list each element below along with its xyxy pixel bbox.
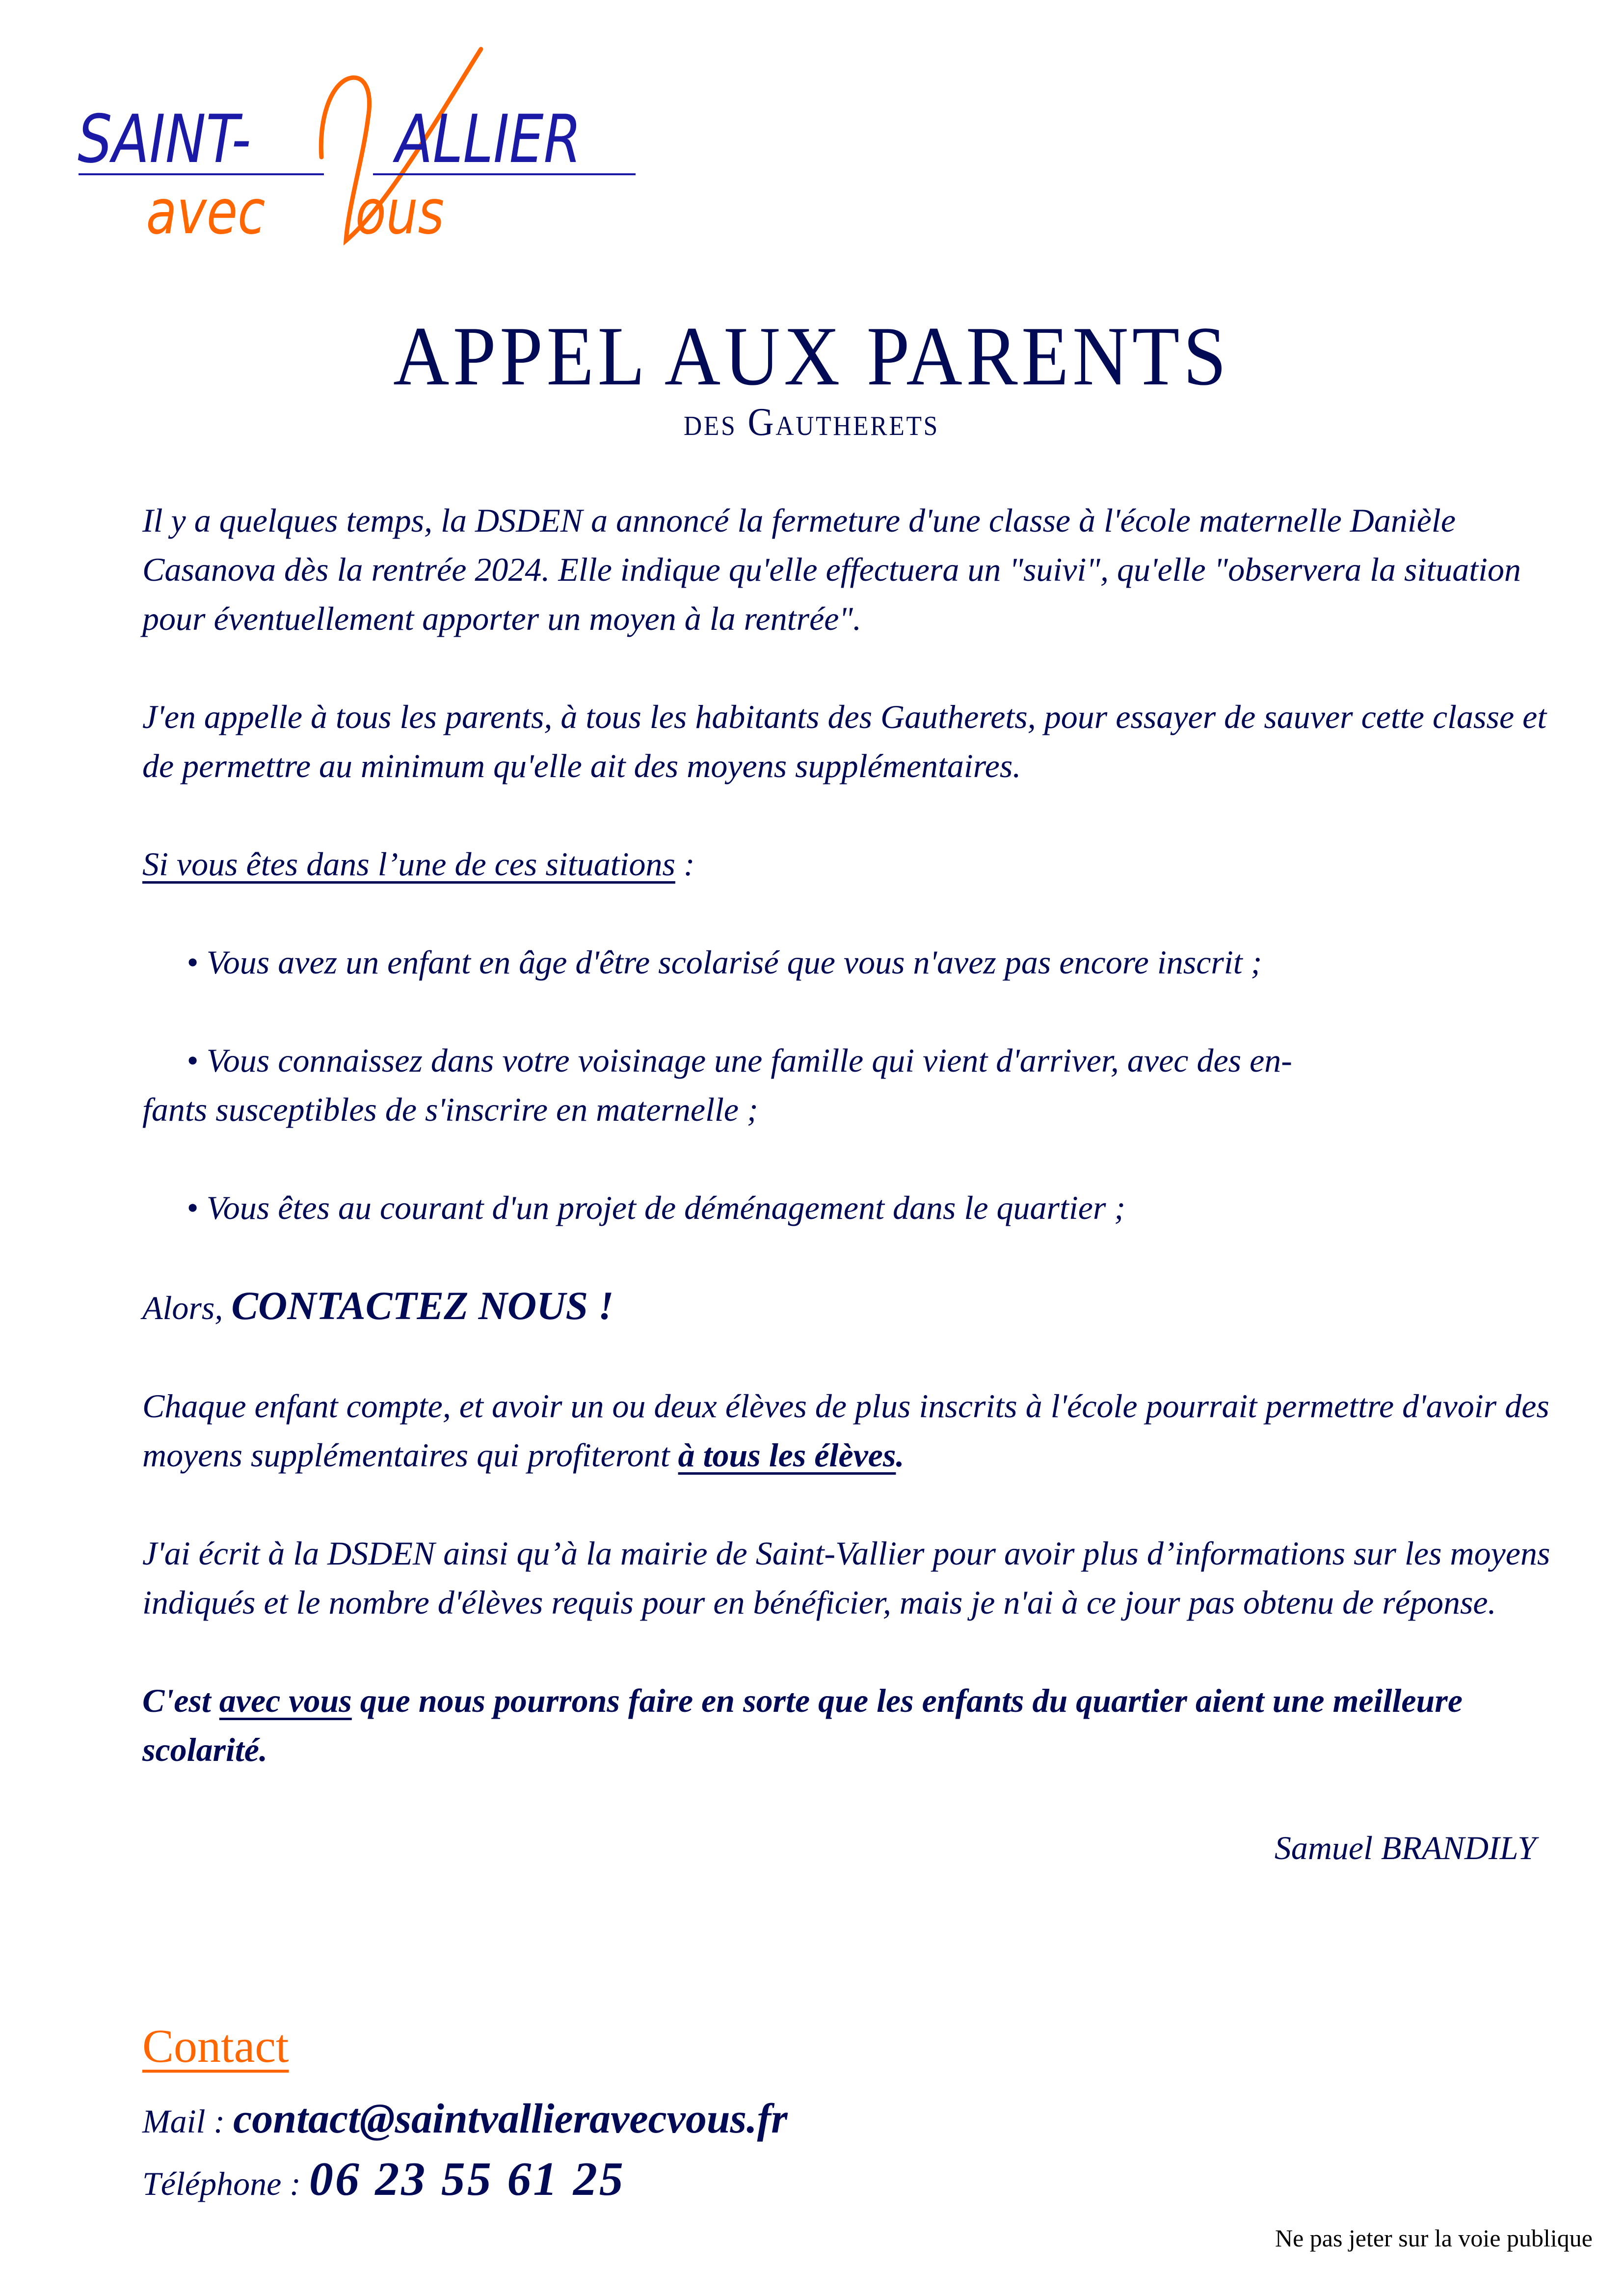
contact-heading: Contact: [142, 2020, 289, 2072]
paragraph-every-child: [142, 1381, 1556, 1480]
contact-section: [142, 2020, 788, 2213]
situations-heading: [142, 839, 1556, 889]
contactez-nous: CONTACTEZ NOUS !: [231, 1283, 614, 1328]
situations-colon: :: [675, 845, 695, 883]
logo-graphic: [74, 44, 638, 250]
footer-note: Ne pas jeter sur la voie publique: [1275, 2224, 1593, 2252]
p3-emphasis: à tous les élèves: [678, 1436, 896, 1474]
p5-start: C'est: [142, 1682, 219, 1719]
list-item: • Vous avez un enfant en âge d'être scolarisé que vous n'avez pas encore inscrit ;: [186, 944, 1262, 981]
phone-link[interactable]: 06 23 55 61 25: [309, 2153, 625, 2206]
alors-text: Alors,: [142, 1289, 232, 1326]
mail-label: Mail :: [142, 2103, 234, 2140]
list-item-continuation: fants susceptibles de s'inscrire en maternelle ;: [142, 1091, 758, 1128]
p5-emphasis: avec vous: [219, 1682, 352, 1719]
logo-text-avec: avec: [146, 176, 266, 248]
logo-text-saint: SAINT-: [78, 101, 251, 178]
signature: Samuel BRANDILY: [1274, 1829, 1536, 1866]
p3-text: Chaque enfant compte, et avoir un ou deux élèves de plus inscrits à l'école pourrait permettre d'avoir des moyens supplémentaires qui profiteront: [142, 1387, 1549, 1474]
logo-text-ous: ous: [355, 176, 445, 248]
situations-intro: Si vous êtes dans l’une de ces situations: [142, 845, 675, 883]
page-subtitle: des Gautherets: [684, 401, 939, 444]
paragraph-intro: Il y a quelques temps, la DSDEN a annoncé la fermeture d'une classe à l'école maternelle Danièle Casanova dès la rentrée 2024. Elle indique qu'elle effectuera un "suivi", qu'elle "observera la situation pour éventuellement apporter un moyen à la rentrée".: [142, 502, 1521, 637]
logo: [74, 44, 638, 250]
paragraph-wrote: J'ai écrit à la DSDEN ainsi qu’à la mairie de Saint-Vallier pour avoir plus d’informations sur les moyens indiqués et le nombre d'élèves requis pour en bénéficier, mais je n'ai à ce jour pas obtenu de réponse.: [142, 1535, 1550, 1621]
phone-label: Téléphone :: [142, 2165, 309, 2202]
header: [0, 310, 1623, 444]
call-to-action: [142, 1281, 1556, 1332]
page-title: APPEL AUX PARENTS: [393, 310, 1230, 403]
list-item: • Vous êtes au courant d'un projet de déménagement dans le quartier ;: [186, 1189, 1126, 1226]
p3-end: .: [896, 1436, 905, 1474]
paragraph-closing: [142, 1676, 1556, 1774]
letter-body: [142, 496, 1556, 1872]
mail-link[interactable]: contact@saintvallieravecvous.fr: [233, 2095, 788, 2142]
paragraph-appeal: J'en appelle à tous les parents, à tous les habitants des Gautherets, pour essayer de sauver cette classe et de permettre au minimum qu'elle ait des moyens supplémentaires.: [142, 698, 1547, 784]
contact-mail: [142, 2089, 788, 2150]
contact-phone: [142, 2150, 788, 2213]
p5-end: que nous pourrons faire en sorte que les enfants du quartier aient une meilleure scolarité.: [142, 1682, 1463, 1768]
list-item: • Vous connaissez dans votre voisinage une famille qui vient d'arriver, avec des en-: [186, 1042, 1292, 1079]
logo-text-allier: ALLIER: [396, 101, 582, 178]
